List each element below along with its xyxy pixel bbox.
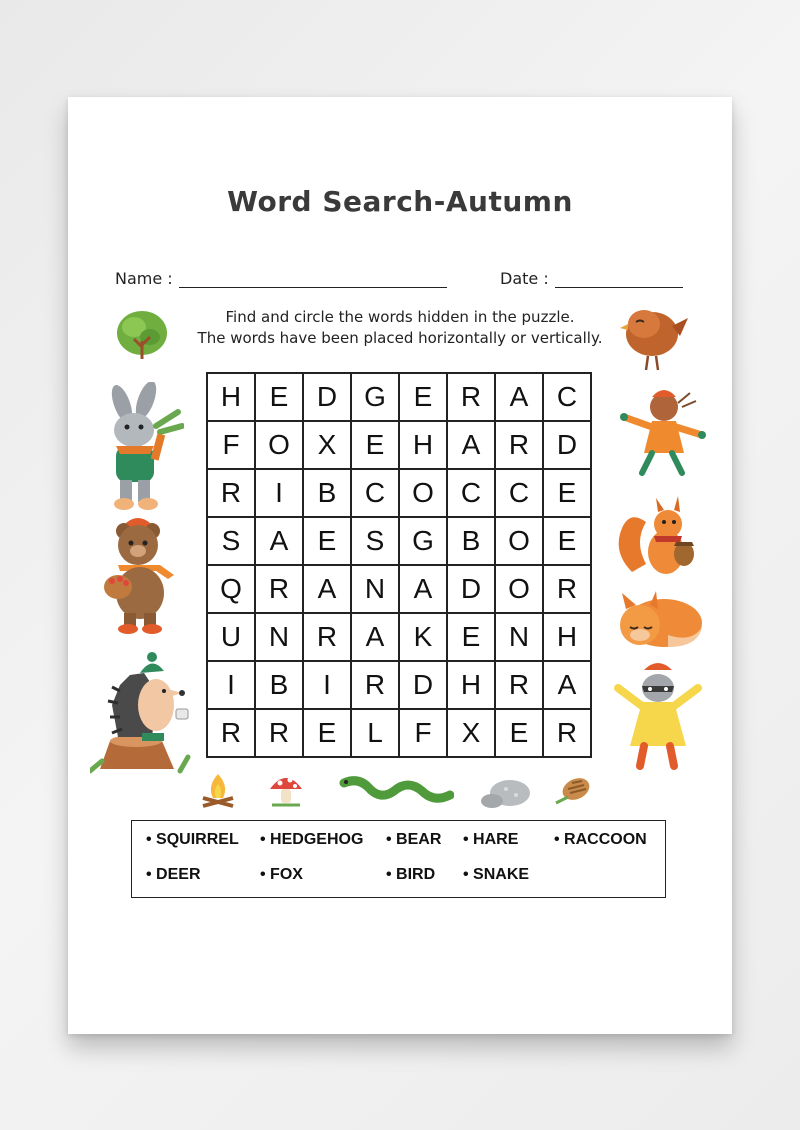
grid-cell[interactable]: E [543,469,591,517]
grid-cell[interactable]: R [303,613,351,661]
grid-cell[interactable]: I [207,661,255,709]
grid-cell[interactable]: O [255,421,303,469]
campfire-icon [201,772,235,808]
grid-cell[interactable]: F [207,421,255,469]
grid-cell[interactable]: C [447,469,495,517]
grid-cell[interactable]: H [207,373,255,421]
grid-cell[interactable]: E [303,517,351,565]
bush-icon [114,307,170,363]
grid-cell[interactable]: A [447,421,495,469]
grid-cell[interactable]: I [255,469,303,517]
fox-icon [612,587,704,651]
snake-icon [338,773,454,809]
grid-cell[interactable]: N [495,613,543,661]
grid-cell[interactable]: R [495,661,543,709]
grid-cell[interactable]: E [255,373,303,421]
grid-cell[interactable]: R [207,709,255,757]
grid-cell[interactable]: A [495,373,543,421]
grid-cell[interactable]: H [399,421,447,469]
grid-cell[interactable]: K [399,613,447,661]
word-item: • BIRD [386,866,436,883]
word-list-box [131,820,666,898]
grid-cell[interactable]: R [543,709,591,757]
grid-cell[interactable]: G [399,517,447,565]
grid-cell[interactable]: N [351,565,399,613]
grid-cell[interactable]: R [207,469,255,517]
grid-cell[interactable]: D [543,421,591,469]
word-item: • FOX [260,866,303,883]
grid-cell[interactable]: O [399,469,447,517]
hedgehog-icon [90,645,198,775]
grid-cell[interactable]: D [447,565,495,613]
grid-cell[interactable]: C [543,373,591,421]
worksheet-page [68,97,732,1034]
instructions [158,307,642,349]
grid-cell[interactable]: S [351,517,399,565]
date-field [500,269,683,288]
grid-cell[interactable]: D [399,661,447,709]
word-item: • SNAKE [463,866,530,883]
raccoon-icon [612,662,704,774]
word-item: • HEDGEHOG [260,831,364,848]
puzzle-grid [206,372,592,758]
grid-cell[interactable]: B [255,661,303,709]
mushroom-icon [268,771,304,807]
bunny-icon [100,382,184,512]
girl-icon [618,387,708,487]
stones-icon [480,777,532,809]
grid-cell[interactable]: R [447,373,495,421]
grid-cell[interactable]: E [303,709,351,757]
date-label: Date : [500,269,549,288]
name-field [115,269,447,288]
date-line [555,271,683,288]
page-title: Word Search-Autumn [227,185,573,218]
grid-cell[interactable]: U [207,613,255,661]
name-label: Name : [115,269,173,288]
word-item: • BEAR [386,831,442,848]
word-item: • SQUIRREL [146,831,239,848]
name-line [179,271,447,288]
grid-cell[interactable]: E [447,613,495,661]
grid-cell[interactable]: E [543,517,591,565]
instruction-line: The words have been placed horizontally or vertically. [197,329,603,347]
grid-cell[interactable]: C [495,469,543,517]
grid-cell[interactable]: C [351,469,399,517]
grid-cell[interactable]: L [351,709,399,757]
grid-cell[interactable]: X [303,421,351,469]
grid-cell[interactable]: Q [207,565,255,613]
grid-cell[interactable]: I [303,661,351,709]
grid-cell[interactable]: S [207,517,255,565]
grid-cell[interactable]: R [351,661,399,709]
grid-cell[interactable]: B [303,469,351,517]
grid-cell[interactable]: R [255,709,303,757]
pinecone-icon [554,775,594,807]
grid-cell[interactable]: E [399,373,447,421]
grid-cell[interactable]: A [399,565,447,613]
instruction-line: Find and circle the words hidden in the puzzle. [225,308,575,326]
word-item: • HARE [463,831,519,848]
grid-cell[interactable]: E [351,421,399,469]
grid-cell[interactable]: F [399,709,447,757]
grid-cell[interactable]: G [351,373,399,421]
grid-cell[interactable]: H [543,613,591,661]
grid-cell[interactable]: E [495,709,543,757]
bird-icon [620,302,690,374]
grid-cell[interactable]: R [495,421,543,469]
word-item: • DEER [146,866,201,883]
grid-cell[interactable]: A [303,565,351,613]
grid-cell[interactable]: A [351,613,399,661]
word-item: • RACCOON [554,831,647,848]
grid-cell[interactable]: A [255,517,303,565]
grid-cell[interactable]: X [447,709,495,757]
grid-cell[interactable]: R [255,565,303,613]
squirrel-icon [612,492,702,582]
bear-icon [100,517,184,635]
grid-cell[interactable]: N [255,613,303,661]
grid-cell[interactable]: H [447,661,495,709]
grid-cell[interactable]: B [447,517,495,565]
grid-cell[interactable]: O [495,517,543,565]
grid-cell[interactable]: R [543,565,591,613]
grid-cell[interactable]: D [303,373,351,421]
grid-cell[interactable]: O [495,565,543,613]
grid-cell[interactable]: A [543,661,591,709]
